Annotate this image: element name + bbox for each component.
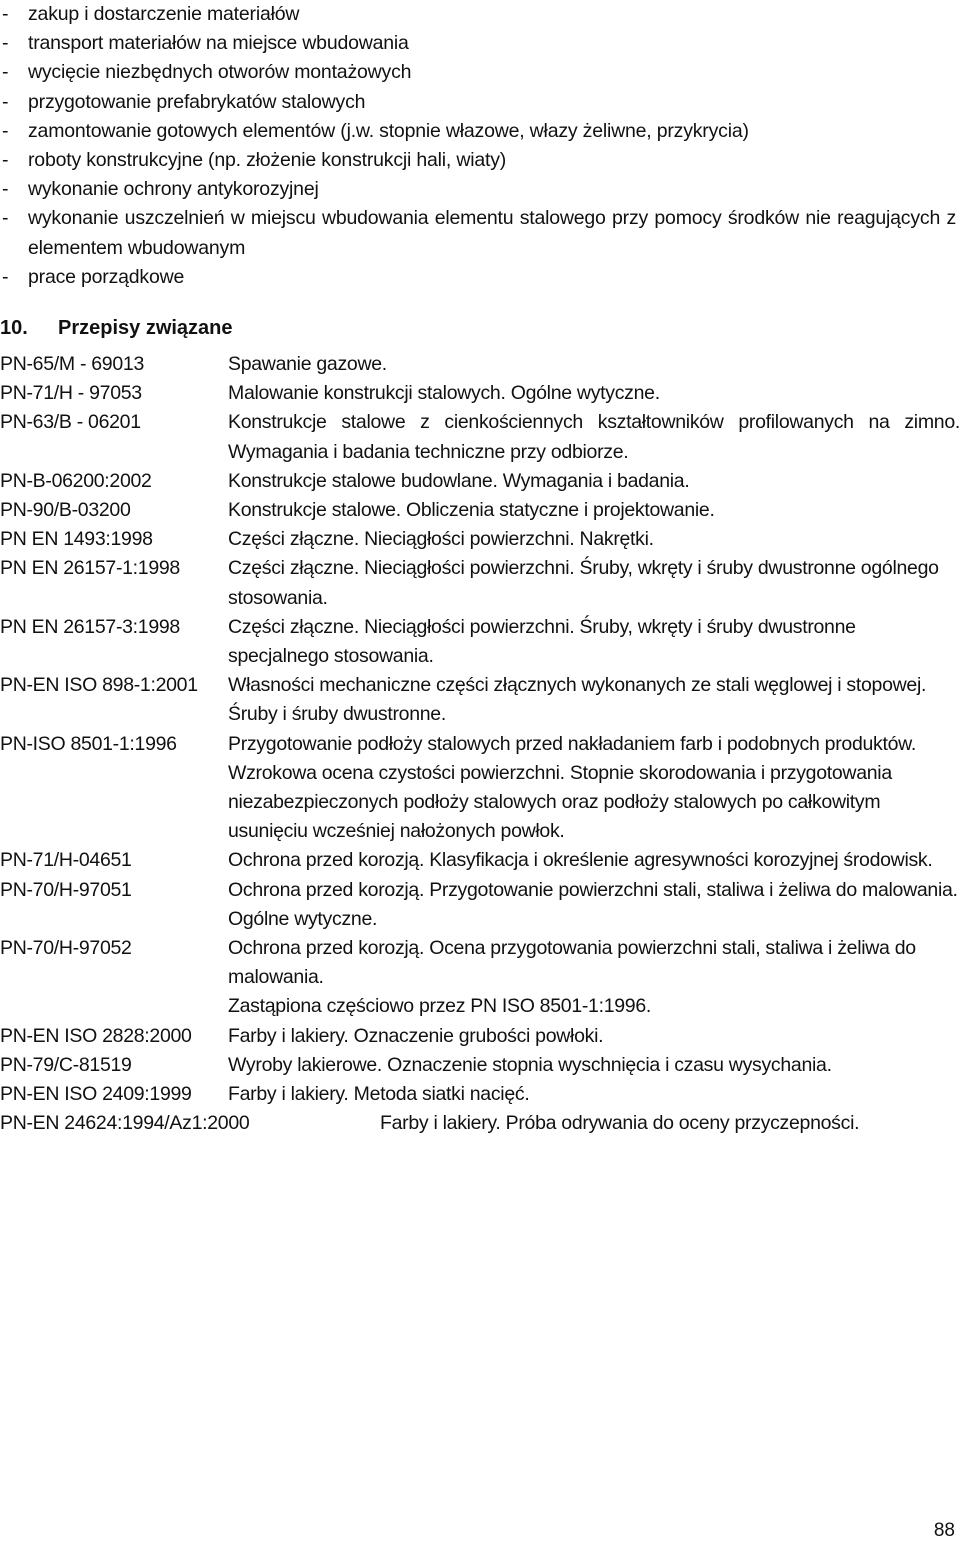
list-item-text: roboty konstrukcyjne (np. złożenie konstrukcji hali, wiaty) (28, 149, 507, 172)
standard-description: Farby i lakiery. Próba odrywania do oceny przyczepności. (380, 1112, 860, 1135)
bullet-dash: - (2, 32, 9, 55)
standard-description: Części złączne. Nieciągłości powierzchni. Śruby, wkręty i śruby dwustronne ogólnego stosowania. (228, 557, 939, 609)
list-item (0, 263, 960, 292)
standard-entry (0, 730, 960, 847)
page-number: 88 (933, 1520, 955, 1541)
standard-description: Spawanie gazowe. (228, 353, 387, 375)
list-item (0, 204, 960, 262)
list-item-text: zakup i dostarczenie materiałów (28, 3, 300, 25)
standard-code: PN-65/M - 69013 (0, 353, 144, 375)
list-item (0, 88, 960, 117)
standard-description: Własności mechaniczne części złącznych wykonanych ze stali węglowej i stopowej. Śruby i śruby dwustronne. (228, 674, 927, 726)
standard-description: Wyroby lakierowe. Oznaczenie stopnia wyschnięcia i czasu wysychania. (228, 1053, 832, 1076)
standard-code: PN-70/H-97052 (0, 937, 132, 960)
list-item (0, 0, 960, 29)
standard-description: Ochrona przed korozją. Przygotowanie powierzchni stali, staliwa i żeliwa do malowania. Ogólne wytyczne. (228, 878, 958, 930)
standard-description: Farby i lakiery. Metoda siatki nacięć. (228, 1083, 530, 1106)
standard-description: Części złączne. Nieciągłości powierzchni. Nakrętki. (228, 528, 654, 551)
standard-description: Ochrona przed korozją. Ocena przygotowania powierzchni stali, staliwa i żeliwa do malowania. (228, 937, 916, 989)
list-item (0, 117, 960, 146)
standard-code: PN EN 26157-3:1998 (0, 615, 180, 638)
standard-code: PN EN 1493:1998 (0, 528, 153, 551)
list-item (0, 29, 960, 58)
section-number: 10. (0, 317, 28, 339)
standard-entry (0, 525, 960, 554)
standard-code: PN EN 26157-1:1998 (0, 557, 180, 580)
list-item-text: przygotowanie prefabrykatów stalowych (28, 90, 366, 113)
standard-code: PN-ISO 8501-1:1996 (0, 732, 177, 755)
standard-entry (0, 1022, 960, 1051)
list-item-text: wykonanie ochrony antykorozyjnej (28, 178, 319, 201)
standard-entry (0, 1080, 960, 1109)
bullet-dash: - (2, 265, 9, 288)
standard-entry (0, 379, 960, 408)
standard-code: PN-71/H - 97053 (0, 382, 142, 405)
section-title: Przepisy związane (58, 317, 233, 339)
standard-description: Konstrukcje stalowe budowlane. Wymagania i badania. (228, 469, 690, 492)
standard-code: PN-71/H-04651 (0, 849, 132, 872)
bullet-dash: - (2, 61, 9, 84)
standard-description: Przygotowanie podłoży stalowych przed nakładaniem farb i podobnych produktów. Wzrokowa ocena czystości powierzchni. Stopnie skorodowania i przygotowania niezabezpieczonych podłoży stalowych oraz podłoży stalowych po całkowitym usunięciu wcześniej nałożonych powłok. (228, 732, 916, 843)
standard-entry (0, 350, 960, 379)
bullet-dash: - (2, 119, 9, 142)
standard-entry (0, 408, 960, 466)
standard-code: PN-63/B - 06201 (0, 411, 141, 434)
standard-description: Ochrona przed korozją. Klasyfikacja i określenie agresywności korozyjnej środowisk. (228, 849, 933, 872)
standard-code: PN-EN 24624:1994/Az1:2000 (0, 1112, 250, 1135)
standard-note: Zastąpiona częściowo przez PN ISO 8501-1:1996. (228, 995, 652, 1018)
standard-entry (0, 467, 960, 496)
scope-bullet-list (0, 0, 960, 292)
section-heading (0, 313, 233, 343)
standard-description: Konstrukcje stalowe z cienkościennych kształtowników profilowanych na zimno. Wymagania i badania techniczne przy odbiorze. (228, 411, 960, 463)
list-item (0, 146, 960, 175)
standard-code: PN-EN ISO 2409:1999 (0, 1083, 192, 1106)
standard-code: PN-79/C-81519 (0, 1053, 132, 1076)
standard-entry (0, 554, 960, 612)
standard-entry (0, 613, 960, 671)
bullet-dash: - (2, 3, 9, 25)
bullet-dash: - (2, 207, 9, 230)
list-item (0, 175, 960, 204)
standard-description: Malowanie konstrukcji stalowych. Ogólne wytyczne. (228, 382, 660, 405)
standard-entry (0, 671, 960, 729)
list-item-text: prace porządkowe (28, 265, 185, 288)
list-item-text: wykonanie uszczelnień w miejscu wbudowania elementu stalowego przy pomocy środków nie reagujących z elementem wbudowanym (28, 207, 956, 259)
standard-entry (0, 876, 960, 934)
standard-description: Farby i lakiery. Oznaczenie grubości powłoki. (228, 1024, 604, 1047)
list-item-text: transport materiałów na miejsce wbudowania (28, 32, 409, 55)
list-item-text: zamontowanie gotowych elementów (j.w. stopnie włazowe, włazy żeliwne, przykrycia) (28, 119, 749, 142)
standard-entry (0, 934, 960, 1022)
standard-entry (0, 1109, 960, 1138)
bullet-dash: - (2, 149, 9, 172)
standard-code: PN-70/H-97051 (0, 878, 132, 901)
standard-description: Konstrukcje stalowe. Obliczenia statyczne i projektowanie. (228, 499, 715, 522)
list-item (0, 58, 960, 87)
standard-entry (0, 1051, 960, 1080)
standard-code: PN-EN ISO 2828:2000 (0, 1024, 192, 1047)
standard-code: PN-B-06200:2002 (0, 469, 152, 492)
standard-entry (0, 846, 960, 875)
standard-code: PN-EN ISO 898-1:2001 (0, 674, 198, 697)
bullet-dash: - (2, 90, 9, 113)
standards-list (0, 350, 960, 1138)
standard-description: Części złączne. Nieciągłości powierzchni. Śruby, wkręty i śruby dwustronne specjalnego stosowania. (228, 615, 856, 668)
standard-code: PN-90/B-03200 (0, 499, 131, 522)
bullet-dash: - (2, 178, 9, 201)
list-item-text: wycięcie niezbędnych otworów montażowych (28, 61, 412, 84)
standard-entry (0, 496, 960, 525)
